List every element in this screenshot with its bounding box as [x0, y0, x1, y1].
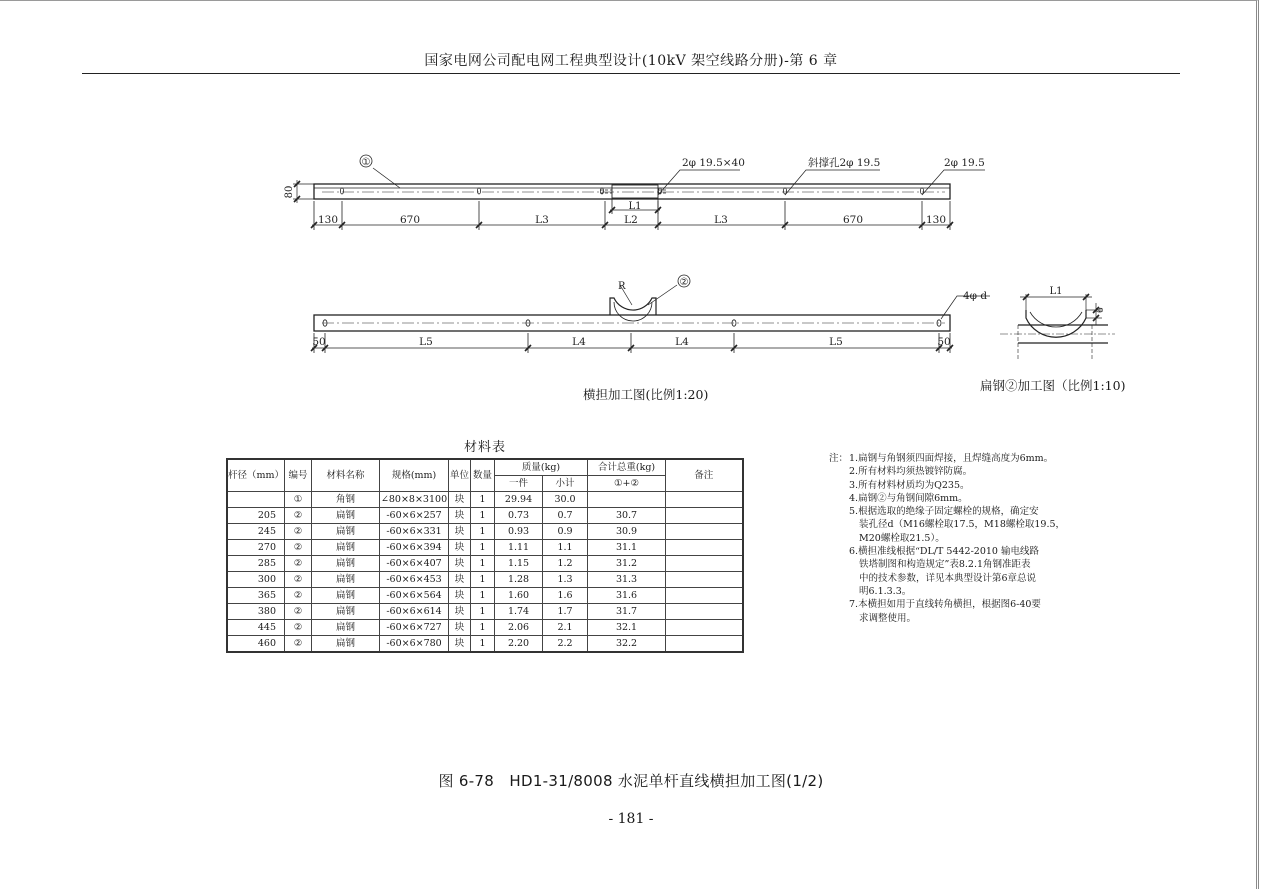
table-cell: ② [285, 572, 312, 588]
table-cell: ② [285, 636, 312, 653]
table-cell: 1.28 [495, 572, 543, 588]
note-line: 铁塔制图和构造规定”表8.2.1角钢准距表 [859, 559, 1031, 571]
hole-label-2: 斜撑孔2φ 19.5 [808, 157, 881, 169]
note-line: 7.本横担如用于直线转角横担，根据图6-40要 [849, 599, 1041, 611]
table-cell: -60×6×257 [380, 508, 449, 524]
table-cell: 扁钢 [312, 572, 380, 588]
table-cell [588, 492, 666, 508]
table-cell: 扁钢 [312, 588, 380, 604]
table-cell: 扁钢 [312, 636, 380, 653]
note-line: 中的技术参数，详见本典型设计第6章总说 [859, 572, 1037, 584]
table-cell: 0.93 [495, 524, 543, 540]
table-cell: 270 [227, 540, 285, 556]
table-cell [666, 588, 743, 604]
table-cell: -60×6×407 [380, 556, 449, 572]
table-cell: 0.9 [543, 524, 588, 540]
note-line: M20螺栓取21.5）。 [859, 532, 945, 544]
table-cell: 扁钢 [312, 556, 380, 572]
dim2-label-6: 50 [937, 336, 951, 348]
table-cell: 1.2 [543, 556, 588, 572]
note-line: 3.所有材料材质均为Q235。 [849, 479, 970, 491]
table-cell: 1.11 [495, 540, 543, 556]
table-row [227, 524, 743, 540]
notes [829, 452, 1079, 625]
flat-steel-detail [1000, 294, 1115, 359]
hole-label-1: 2φ 19.5×40 [682, 157, 745, 169]
dim-label-5: L3 [714, 214, 728, 226]
table-cell [666, 636, 743, 653]
note-item [849, 492, 1079, 505]
table-cell: 2.1 [543, 620, 588, 636]
table-cell: 块 [449, 620, 471, 636]
drawing2-leaders [620, 285, 990, 319]
table-cell [666, 540, 743, 556]
dim-label-6: 670 [842, 214, 864, 226]
dim2-label-1: 50 [312, 336, 326, 348]
detail-drawing-caption: 扁钢②加工图（比例1:10) [980, 378, 1126, 393]
table-cell: 2.20 [495, 636, 543, 653]
notes-list [849, 452, 1079, 625]
dim-label-2: 670 [399, 214, 421, 226]
col-header-diameter: 杆径（mm） [227, 459, 285, 492]
col-header-qty: 数量 [471, 459, 495, 492]
part2-label: ② [679, 277, 689, 288]
table-cell [666, 572, 743, 588]
table-row [227, 604, 743, 620]
table-cell: 扁钢 [312, 604, 380, 620]
table-cell: 31.3 [588, 572, 666, 588]
table-row [227, 556, 743, 572]
note-line: 2.所有材料均须热镀锌防腐。 [849, 466, 973, 478]
table-cell: 30.7 [588, 508, 666, 524]
table-cell: 460 [227, 636, 285, 653]
note-item [849, 465, 1079, 478]
table-cell: 31.7 [588, 604, 666, 620]
table-cell [666, 556, 743, 572]
col-header-total: 合计总重(kg) [588, 459, 666, 476]
figure-caption: 图 6-78 HD1-31/8008 水泥单杆直线横担加工图(1/2) [438, 772, 824, 790]
table-cell: -60×6×453 [380, 572, 449, 588]
table-cell: -60×6×727 [380, 620, 449, 636]
table-cell [666, 620, 743, 636]
table-cell: 365 [227, 588, 285, 604]
dim2-label-2: L5 [419, 336, 433, 348]
dim-label-4: L2 [624, 214, 638, 226]
table-cell: 块 [449, 540, 471, 556]
header-title: 国家电网公司配电网工程典型设计(10kV 架空线路分册)-第 6 章 [424, 53, 838, 69]
materials-table [226, 458, 744, 653]
col-header-spec: 规格(mm) [380, 459, 449, 492]
note-line: 4.扁钢②与角钢间隙6mm。 [849, 492, 968, 504]
table-cell: ② [285, 524, 312, 540]
table-cell: 1 [471, 524, 495, 540]
height-dim-label: 80 [284, 185, 295, 199]
col-header-total-sub: ①+② [588, 476, 666, 492]
table-cell: -60×6×394 [380, 540, 449, 556]
table-cell: 1 [471, 540, 495, 556]
table-cell: 32.2 [588, 636, 666, 653]
dim-label-7: 130 [925, 214, 947, 226]
notes-prefix: 注： [829, 453, 849, 464]
note-item [849, 479, 1079, 492]
table-cell: 1 [471, 636, 495, 653]
table-row [227, 588, 743, 604]
detail-ticks [1023, 294, 1099, 321]
dim2-label-4: L4 [675, 336, 689, 348]
radius-label: R [618, 281, 626, 292]
table-cell: 30.0 [543, 492, 588, 508]
note-item [849, 505, 1079, 545]
table-cell: 1 [471, 604, 495, 620]
table-cell: 1.1 [543, 540, 588, 556]
table-cell: 32.1 [588, 620, 666, 636]
table-cell: -60×6×564 [380, 588, 449, 604]
table-row [227, 540, 743, 556]
table-cell: 31.6 [588, 588, 666, 604]
table-row [227, 636, 743, 653]
saddle-bar [314, 298, 950, 331]
hole-d-label: 4φ d [963, 290, 988, 302]
detail-thickness-label: 6 [1096, 307, 1106, 313]
table-cell [666, 492, 743, 508]
note-item [849, 545, 1079, 598]
table-cell: 块 [449, 604, 471, 620]
table-cell: 1 [471, 556, 495, 572]
table-cell: 445 [227, 620, 285, 636]
part1-label: ① [361, 157, 371, 168]
table-cell: 块 [449, 572, 471, 588]
table-cell: 0.73 [495, 508, 543, 524]
drawing2-dimensions [312, 333, 952, 353]
dim-label-3: L3 [535, 214, 549, 226]
col-header-mass: 质量(kg) [495, 459, 588, 476]
materials-table-title: 材料表 [463, 440, 506, 455]
table-cell: 1.74 [495, 604, 543, 620]
table-cell: -60×6×614 [380, 604, 449, 620]
table-cell: 扁钢 [312, 540, 380, 556]
table-cell: 角钢 [312, 492, 380, 508]
dim2-label-5: L5 [829, 336, 843, 348]
table-cell [666, 524, 743, 540]
table-cell: 1 [471, 588, 495, 604]
table-cell: 29.94 [495, 492, 543, 508]
center-dim-label: L1 [628, 201, 642, 212]
table-cell: ② [285, 620, 312, 636]
table-cell: 1 [471, 572, 495, 588]
dim2-label-3: L4 [572, 336, 586, 348]
table-cell: 块 [449, 556, 471, 572]
table-cell: 块 [449, 492, 471, 508]
table-cell: 块 [449, 636, 471, 653]
table-cell: ② [285, 604, 312, 620]
note-line: 1.扁钢与角钢须四面焊接，且焊缝高度为6mm。 [849, 453, 1054, 464]
table-row [227, 620, 743, 636]
col-header-name: 材料名称 [312, 459, 380, 492]
table-cell: 245 [227, 524, 285, 540]
table-cell [666, 508, 743, 524]
table-cell: 1.60 [495, 588, 543, 604]
table-cell [227, 492, 285, 508]
note-line: 明6.1.3.3。 [859, 585, 912, 597]
detail-width-label: L1 [1049, 286, 1063, 297]
hole-label-3: 2φ 19.5 [944, 157, 985, 169]
table-cell: 扁钢 [312, 620, 380, 636]
col-header-remark: 备注 [666, 459, 743, 492]
table-cell: -60×6×331 [380, 524, 449, 540]
note-line: 6.横担准线根据“DL/T 5442-2010 输电线路 [849, 546, 1039, 558]
table-cell: 扁钢 [312, 508, 380, 524]
table-cell: 块 [449, 588, 471, 604]
table-cell: ∠80×8×3100 [380, 492, 449, 508]
table-row [227, 572, 743, 588]
note-line: 装孔径d（M16螺栓取17.5，M18螺栓取19.5， [859, 519, 1066, 531]
table-cell: 31.2 [588, 556, 666, 572]
table-cell: 285 [227, 556, 285, 572]
col-header-subtotal: 小计 [543, 476, 588, 492]
table-cell: 31.1 [588, 540, 666, 556]
table-cell: ② [285, 588, 312, 604]
table-cell: 30.9 [588, 524, 666, 540]
table-cell: 300 [227, 572, 285, 588]
table-cell: 0.7 [543, 508, 588, 524]
table-cell: ② [285, 508, 312, 524]
table-cell: 1 [471, 620, 495, 636]
table-cell: ② [285, 540, 312, 556]
table-cell: ② [285, 556, 312, 572]
table-cell: 205 [227, 508, 285, 524]
angle-steel-bar [314, 184, 950, 199]
note-item [849, 598, 1079, 625]
table-cell: 1.3 [543, 572, 588, 588]
note-line: 求调整使用。 [859, 612, 917, 624]
table-cell: 块 [449, 524, 471, 540]
dim-label-1: 130 [317, 214, 339, 226]
table-cell: 1 [471, 492, 495, 508]
page-number: - 181 - [608, 811, 654, 827]
table-cell: 扁钢 [312, 524, 380, 540]
note-item [849, 452, 1079, 465]
table-row [227, 492, 743, 508]
main-drawing-caption: 横担加工图(比例1:20) [583, 387, 709, 402]
note-line: 5.根据选取的绝缘子固定螺栓的规格，确定安 [849, 506, 1039, 518]
table-cell: 380 [227, 604, 285, 620]
col-header-piece: 一件 [495, 476, 543, 492]
col-header-number: 编号 [285, 459, 312, 492]
table-cell: ① [285, 492, 312, 508]
table-cell: 1.7 [543, 604, 588, 620]
table-cell: 2.2 [543, 636, 588, 653]
table-cell: 1 [471, 508, 495, 524]
table-cell: 2.06 [495, 620, 543, 636]
table-cell: 1.15 [495, 556, 543, 572]
table-row [227, 508, 743, 524]
table-cell: 块 [449, 508, 471, 524]
table-cell: -60×6×780 [380, 636, 449, 653]
col-header-unit: 单位 [449, 459, 471, 492]
table-cell: 1.6 [543, 588, 588, 604]
table-cell [666, 604, 743, 620]
